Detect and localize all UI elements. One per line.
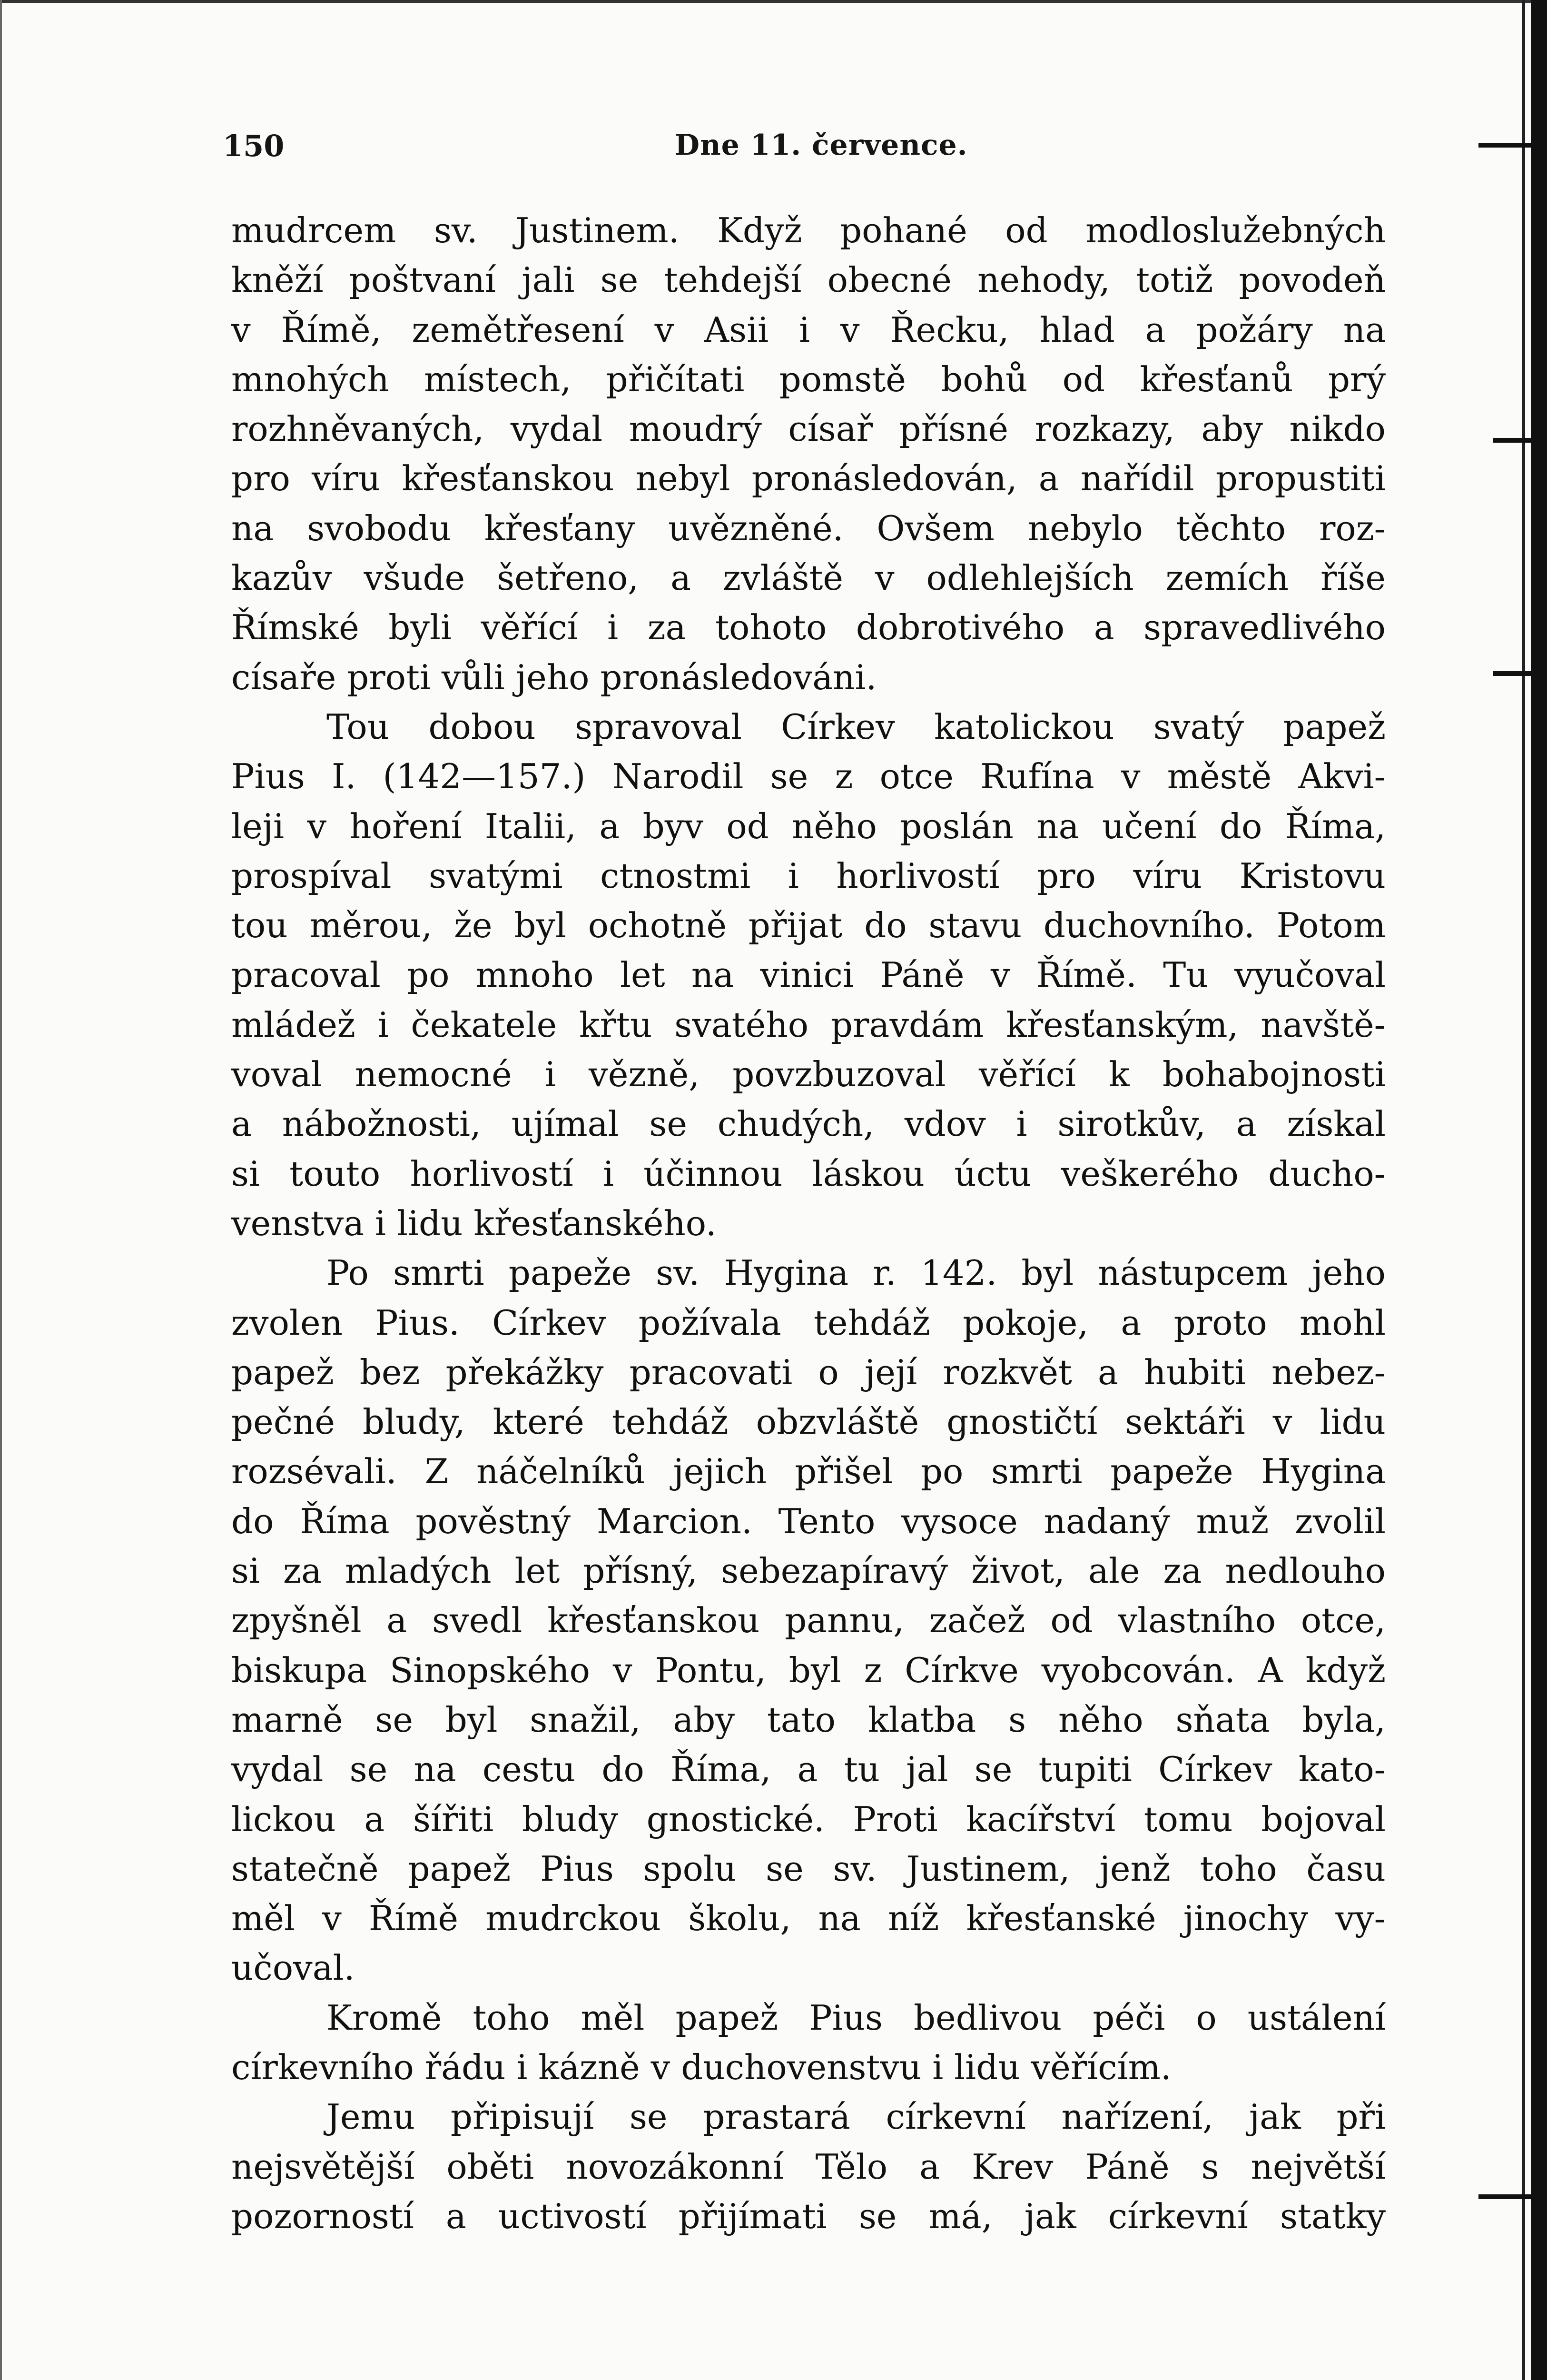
text-line: pracoval po mnoho let na vinici Páně v Římě. Tu vyučoval: [231, 955, 1386, 995]
text-line: do Říma pověstný Marcion. Tento vysoce nadaný muž zvolil: [231, 1501, 1386, 1541]
text-line: voval nemocné i vězně, povzbuzoval věřící k bohabojnosti: [231, 1054, 1386, 1095]
text-line: vydal se na cestu do Říma, a tu jal se tupiti Církev kato-: [231, 1749, 1386, 1790]
text-line: pro víru křesťanskou nebyl pronásledován, a nařídil propustiti: [231, 458, 1386, 499]
edge-mark: [1493, 671, 1531, 676]
text-line: rozsévali. Z náčelníků jejich přišel po smrti papeže Hygina: [231, 1451, 1386, 1492]
paragraph-start-line: Kromě toho měl papež Pius bedlivou péči o ustálení: [326, 1997, 1386, 2038]
text-line: tou měrou, že byl ochotně přijat do stavu duchovního. Potom: [231, 905, 1386, 946]
text-line: prospíval svatými ctnostmi i horlivostí pro víru Kristovu: [231, 855, 1386, 896]
text-line: venstva i lidu křesťanského.: [231, 1203, 717, 1243]
edge-mark: [1493, 438, 1531, 443]
page-header: [223, 129, 1393, 181]
page-binding-shadow: [1522, 0, 1525, 2380]
paragraph-start-line: Jemu připisují se prastará církevní nařízení, jak při: [326, 2097, 1386, 2137]
text-line: marně se byl snažil, aby tato klatba s něho sňata byla,: [231, 1699, 1386, 1740]
text-line: mládež i čekatele křtu svatého pravdám křesťanským, navště-: [231, 1004, 1386, 1045]
page-number: 150: [223, 129, 285, 163]
text-line: učoval.: [231, 1948, 355, 1988]
text-line: lickou a šířiti bludy gnostické. Proti kacířství tomu bojoval: [231, 1799, 1386, 1839]
text-line: Římské byli věřící i za tohoto dobrotivého a spravedlivého: [231, 607, 1386, 648]
text-line: biskupa Sinopského v Pontu, byl z Církve vyobcován. A když: [231, 1650, 1386, 1690]
text-line: rozhněvaných, vydal moudrý císař přísné rozkazy, aby nikdo: [231, 409, 1386, 449]
running-title: Dne 11. července.: [675, 129, 968, 162]
text-line: v Římě, zemětřesení v Asii i v Řecku, hlad a požáry na: [231, 309, 1386, 350]
text-line: nejsvětější oběti novozákonní Tělo a Krev Páně s největší: [231, 2146, 1386, 2187]
text-line: si za mladých let přísný, sebezapíravý život, ale za nedlouho: [231, 1551, 1386, 1591]
page-left-edge: [0, 0, 2, 2380]
text-line: zpyšněl a svedl křesťanskou pannu, začež od vlastního otce,: [231, 1600, 1386, 1641]
page-right-edge: [1531, 0, 1547, 2380]
text-line: pozorností a uctivostí přijímati se má, jak církevní statky: [231, 2196, 1386, 2236]
paragraph-start-line: Tou dobou spravoval Církev katolickou svatý papež: [326, 706, 1386, 747]
body-text: [231, 206, 1386, 2241]
text-line: císaře proti vůli jeho pronásledováni.: [231, 657, 877, 697]
text-line: církevního řádu i kázně v duchovenstvu i lidu věřícím.: [231, 2047, 1172, 2087]
text-line: mnohých místech, přičítati pomstě bohů od křesťanů prý: [231, 359, 1386, 399]
text-line: pečné bludy, které tehdáž obzvláště gnostičtí sektáři v lidu: [231, 1402, 1386, 1442]
text-line: na svobodu křesťany uvězněné. Ovšem nebylo těchto roz-: [231, 508, 1386, 548]
text-line: mudrcem sv. Justinem. Když pohané od modloslužebných: [231, 210, 1386, 250]
text-line: kazův všude šetřeno, a zvláště v odlehlejších zemích říše: [231, 558, 1386, 598]
text-line: leji v hoření Italii, a byv od něho poslán na učení do Říma,: [231, 806, 1386, 846]
text-line: papež bez překážky pracovati o její rozkvět a hubiti nebez-: [231, 1352, 1386, 1392]
text-line: si touto horlivostí i účinnou láskou úctu veškerého ducho-: [231, 1153, 1386, 1194]
page-top-edge: [0, 0, 1547, 3]
edge-mark: [1478, 143, 1531, 148]
text-line: kněží poštvaní jali se tehdejší obecné nehody, totiž povodeň: [231, 260, 1386, 300]
text-line: zvolen Pius. Církev požívala tehdáž pokoje, a proto mohl: [231, 1302, 1386, 1343]
edge-mark: [1478, 2194, 1531, 2199]
paragraph-start-line: Po smrti papeže sv. Hygina r. 142. byl nástupcem jeho: [326, 1253, 1386, 1293]
text-line: statečně papež Pius spolu se sv. Justinem, jenž toho času: [231, 1848, 1386, 1889]
text-line: Pius I. (142—157.) Narodil se z otce Rufína v městě Akvi-: [231, 756, 1386, 797]
text-line: měl v Římě mudrckou školu, na níž křesťanské jinochy vy-: [231, 1898, 1386, 1939]
text-line: a nábožnosti, ujímal se chudých, vdov i sirotkův, a získal: [231, 1104, 1386, 1144]
